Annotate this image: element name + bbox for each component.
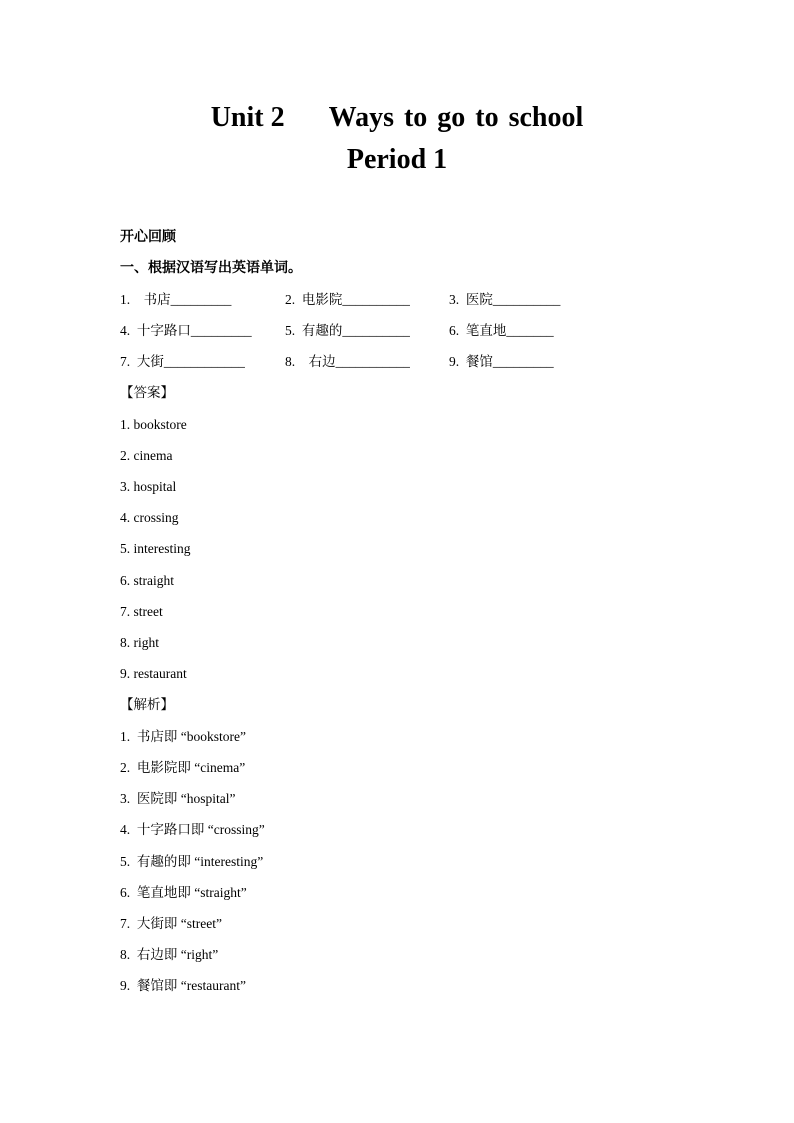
question-item: 1. 书店_________	[120, 292, 232, 307]
explanation-item: 5. 有趣的即 “interesting”	[120, 854, 264, 869]
question-item: 9. 餐馆_________	[449, 354, 554, 369]
explanation-item: 6. 笔直地即 “straight”	[120, 885, 247, 900]
question-item: 2. 电影院__________	[285, 292, 410, 307]
question-item: 3. 医院__________	[449, 292, 561, 307]
question-item: 5. 有趣的__________	[285, 323, 410, 338]
answer-item: 4. crossing	[120, 510, 179, 525]
answer-header: 【答案】	[120, 385, 174, 401]
answer-item: 5. interesting	[120, 541, 191, 556]
answer-item: 3. hospital	[120, 479, 177, 494]
unit-title	[0, 102, 794, 134]
instruction: 一、根据汉语写出英语单词。	[120, 260, 302, 276]
question-item: 7. 大街____________	[120, 354, 245, 369]
explanation-item: 4. 十字路口即 “crossing”	[120, 822, 265, 837]
explanation-item: 2. 电影院即 “cinema”	[120, 760, 246, 775]
question-item: 6. 笔直地_______	[449, 323, 554, 338]
answer-item: 9. restaurant	[120, 666, 187, 681]
explanation-item: 9. 餐馆即 “restaurant”	[120, 978, 246, 993]
section-heading: 开心回顾	[120, 229, 176, 245]
explanation-item: 8. 右边即 “right”	[120, 947, 219, 962]
explanation-item: 3. 医院即 “hospital”	[120, 791, 236, 806]
unit-number: Unit 2	[210, 102, 285, 133]
answer-item: 2. cinema	[120, 448, 173, 463]
answer-item: 7. street	[120, 604, 163, 619]
answer-item: 1. bookstore	[120, 417, 187, 432]
unit-name: Ways to go to school	[328, 102, 584, 133]
question-item: 8. 右边___________	[285, 354, 410, 369]
question-item: 4. 十字路口_________	[120, 323, 252, 338]
answer-item: 8. right	[120, 635, 159, 650]
explain-header: 【解析】	[120, 697, 174, 713]
explanation-item: 1. 书店即 “bookstore”	[120, 729, 246, 744]
period-title: Period 1	[346, 144, 448, 175]
answer-item: 6. straight	[120, 573, 174, 588]
explanation-item: 7. 大街即 “street”	[120, 916, 222, 931]
